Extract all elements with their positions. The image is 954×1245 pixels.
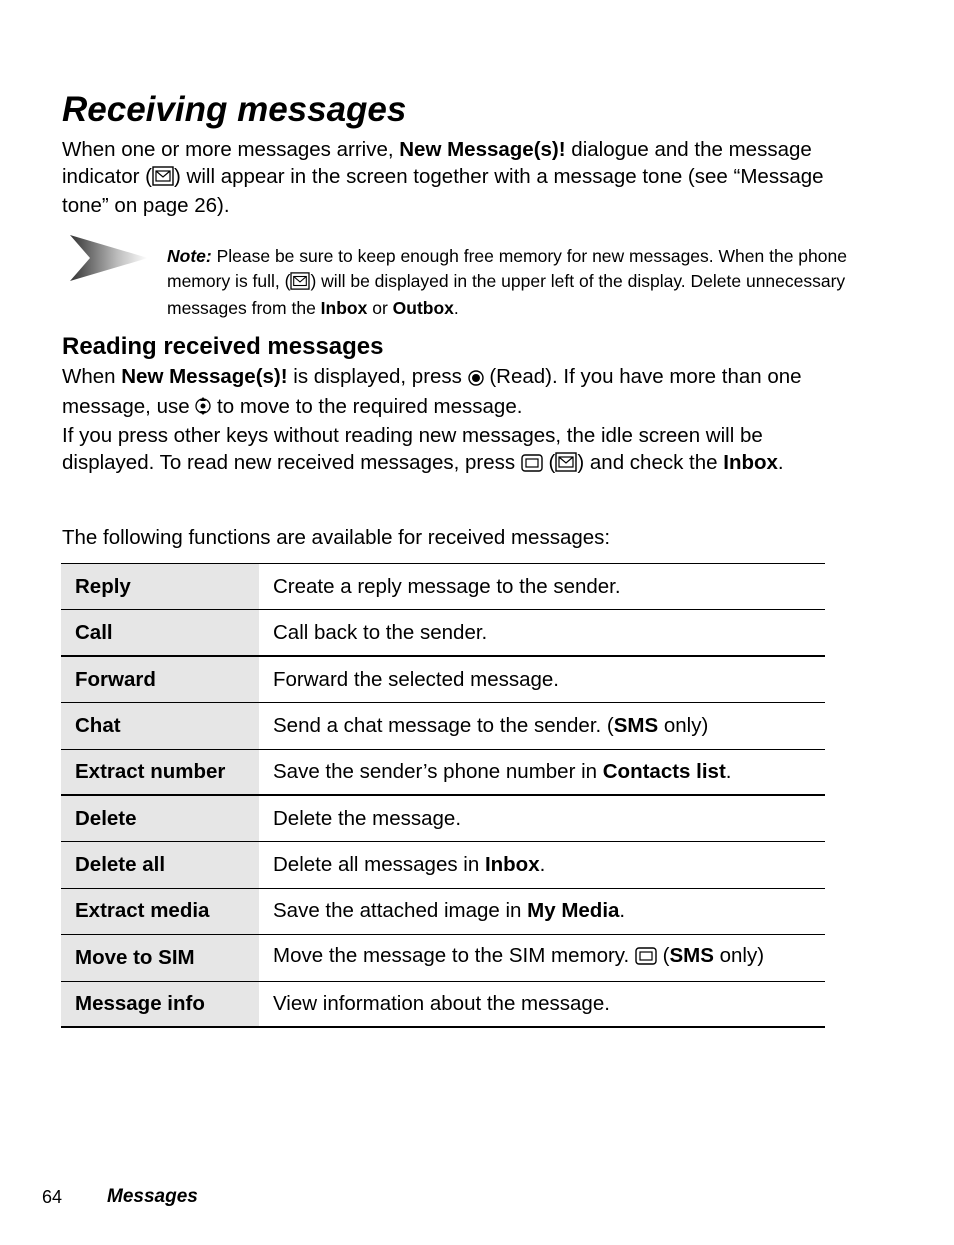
footer-section-title: Messages — [107, 1186, 198, 1207]
table-row — [61, 703, 825, 749]
function-description: Delete all messages in Inbox. — [259, 842, 825, 888]
function-name: Move to SIM — [61, 935, 259, 981]
table-row — [61, 842, 825, 888]
functions-table — [61, 563, 825, 1028]
function-name: Delete all — [61, 842, 259, 888]
table-row — [61, 749, 825, 795]
function-description: View information about the message. — [259, 981, 825, 1027]
table-row — [61, 610, 825, 656]
envelope-icon — [152, 166, 174, 194]
note-box: Note: Please be sure to keep enough free memory for new messages. When the phone memory is full, ( ) will be displayed in the upper left of the display. Delete unnecessary messages from the Inbox or Outbox. — [167, 246, 847, 318]
section-heading: Reading received messages — [62, 333, 384, 360]
soft-key-icon — [521, 453, 543, 480]
function-name: Extract number — [61, 749, 259, 795]
envelope-icon — [555, 452, 577, 480]
function-description: Forward the selected message. — [259, 656, 825, 702]
table-row — [61, 981, 825, 1027]
function-description: Save the sender’s phone number in Contacts list. — [259, 749, 825, 795]
function-name: Call — [61, 610, 259, 656]
soft-key-icon — [635, 947, 657, 971]
function-description: Delete the message. — [259, 795, 825, 841]
table-row — [61, 935, 825, 981]
function-name: Delete — [61, 795, 259, 841]
table-row — [61, 888, 825, 934]
page-number: 64 — [42, 1187, 63, 1207]
function-name: Chat — [61, 703, 259, 749]
table-row — [61, 564, 825, 610]
envelope-icon — [290, 272, 310, 297]
navigation-key-icon — [195, 396, 211, 424]
function-name: Extract media — [61, 888, 259, 934]
function-name: Forward — [61, 656, 259, 702]
function-description: Save the attached image in My Media. — [259, 888, 825, 934]
function-description: Send a chat message to the sender. (SMS only) — [259, 703, 825, 749]
reading-paragraph: When New Message(s)! is displayed, press (Read). If you have more than one message, use to move to the required message. If you press other keys without reading new messages, the idle screen will be displayed. To read new received messages, press ( ) and check the Inbox. — [62, 364, 842, 479]
note-arrow-icon — [70, 235, 150, 281]
functions-intro: The following functions are available for received messages: — [62, 526, 611, 549]
intro-paragraph: When one or more messages arrive, New Message(s)! dialogue and the message indicator ( ) will appear in the screen together with a message tone (see “Message tone” on page 26). — [62, 138, 824, 217]
page-title: Receiving messages — [62, 90, 407, 129]
function-description: Call back to the sender. — [259, 610, 825, 656]
function-name: Reply — [61, 564, 259, 610]
function-description: Create a reply message to the sender. — [259, 564, 825, 610]
function-description: Move the message to the SIM memory. (SMS only) — [259, 935, 825, 981]
table-row — [61, 656, 825, 702]
function-name: Message info — [61, 981, 259, 1027]
table-row — [61, 795, 825, 841]
center-key-icon — [468, 367, 484, 394]
